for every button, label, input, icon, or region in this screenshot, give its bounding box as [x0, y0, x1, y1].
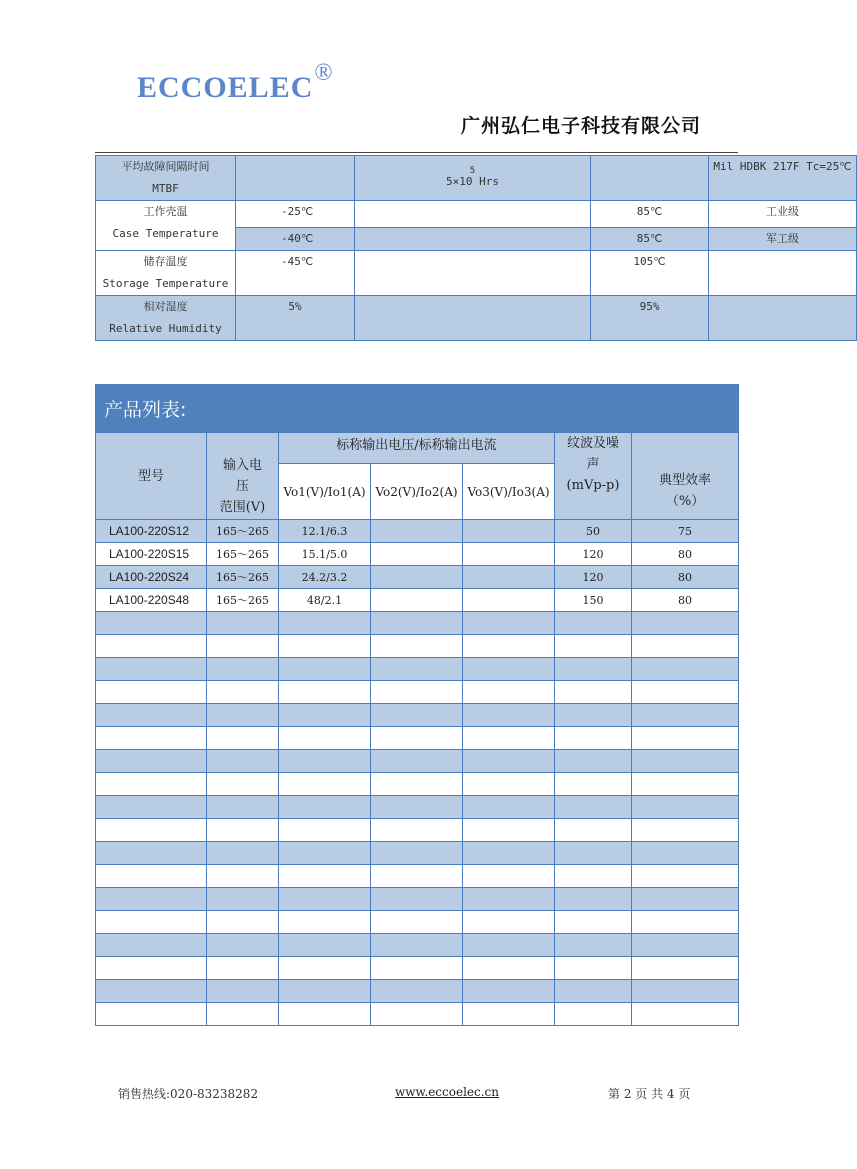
mtbf-label: 平均故障间隔时间 MTBF: [96, 156, 236, 201]
header-vo1: Vo1(V)/Io1(A): [279, 464, 371, 520]
cell-input: [207, 957, 279, 980]
cell-vo2: [371, 520, 463, 543]
cell-vo3: [463, 865, 555, 888]
cell-ripple: [555, 727, 632, 750]
cell-vo1: 24.2/3.2: [279, 566, 371, 589]
company-name: 广州弘仁电子科技有限公司: [460, 115, 701, 137]
empty-table-row: [96, 911, 739, 934]
empty-table-row: [96, 980, 739, 1003]
cell-vo2: [371, 635, 463, 658]
cell-input: [207, 727, 279, 750]
cell-vo3: [463, 1003, 555, 1026]
cell-vo1: [279, 612, 371, 635]
cell-vo1: [279, 658, 371, 681]
cell-eff: [632, 635, 739, 658]
cell-eff: [632, 957, 739, 980]
cell-vo1: [279, 911, 371, 934]
cell-vo3: [463, 888, 555, 911]
cell-eff: [632, 612, 739, 635]
case-temp-label: 工作壳温 Case Temperature: [96, 201, 236, 251]
cell-ripple: [555, 980, 632, 1003]
company-logo: [137, 60, 334, 105]
cell-model: [96, 704, 207, 727]
cell-vo1: [279, 934, 371, 957]
cell-vo2: [371, 704, 463, 727]
cell-eff: 80: [632, 566, 739, 589]
humidity-max: 95%: [591, 296, 709, 341]
cell-vo2: [371, 589, 463, 612]
cell-model: [96, 865, 207, 888]
cell-model: [96, 888, 207, 911]
cell-vo1: [279, 980, 371, 1003]
cell-vo3: [463, 819, 555, 842]
empty-table-row: [96, 819, 739, 842]
cell-input: [207, 681, 279, 704]
cell-model: LA100-220S12: [96, 520, 207, 543]
empty-table-row: [96, 865, 739, 888]
cell-vo1: [279, 704, 371, 727]
cell-eff: [632, 773, 739, 796]
cell-model: [96, 681, 207, 704]
cell-vo3: [463, 980, 555, 1003]
cell-ripple: [555, 819, 632, 842]
cell-vo2: [371, 681, 463, 704]
cell-input: 165～265: [207, 566, 279, 589]
cell-eff: 75: [632, 520, 739, 543]
cell-input: 165～265: [207, 589, 279, 612]
table-row: [96, 566, 739, 589]
cell-ripple: 120: [555, 566, 632, 589]
cell-ripple: [555, 842, 632, 865]
cell-eff: 80: [632, 543, 739, 566]
cell-vo3: [463, 566, 555, 589]
cell-vo2: [371, 727, 463, 750]
cell-ripple: [555, 750, 632, 773]
cell-eff: [632, 658, 739, 681]
empty-table-row: [96, 796, 739, 819]
cell-model: LA100-220S48: [96, 589, 207, 612]
cell-vo3: [463, 543, 555, 566]
empty-table-row: [96, 658, 739, 681]
humidity-label: 相对湿度 Relative Humidity: [96, 296, 236, 341]
cell-vo1: [279, 842, 371, 865]
cell-ripple: [555, 681, 632, 704]
cell-eff: 80: [632, 589, 739, 612]
cell-eff: [632, 796, 739, 819]
cell-ripple: [555, 888, 632, 911]
cell-input: [207, 796, 279, 819]
cell-input: [207, 750, 279, 773]
cell-input: [207, 635, 279, 658]
mtbf-value: 5 5×10 Hrs: [355, 156, 591, 201]
cell-vo1: [279, 635, 371, 658]
cell-ripple: [555, 865, 632, 888]
cell-ripple: [555, 658, 632, 681]
cell-vo3: [463, 727, 555, 750]
header-model: 型号: [96, 433, 207, 520]
storage-temp-max: 105℃: [591, 251, 709, 296]
table-row: [96, 520, 739, 543]
cell-model: [96, 980, 207, 1003]
cell-input: [207, 911, 279, 934]
cell-input: [207, 934, 279, 957]
cell-model: [96, 727, 207, 750]
cell-vo3: [463, 520, 555, 543]
cell-model: [96, 1003, 207, 1026]
cell-ripple: 50: [555, 520, 632, 543]
cell-input: [207, 865, 279, 888]
cell-vo1: 12.1/6.3: [279, 520, 371, 543]
cell-input: 165～265: [207, 520, 279, 543]
empty-table-row: [96, 842, 739, 865]
cell-vo2: [371, 566, 463, 589]
cell-vo3: [463, 750, 555, 773]
spec-row-mtbf: [96, 156, 857, 201]
header-vo3: Vo3(V)/Io3(A): [463, 464, 555, 520]
cell-eff: [632, 842, 739, 865]
cell-model: LA100-220S15: [96, 543, 207, 566]
empty-table-row: [96, 957, 739, 980]
registered-mark: ®: [314, 60, 334, 86]
cell-ripple: [555, 635, 632, 658]
cell-eff: [632, 1003, 739, 1026]
cell-ripple: [555, 1003, 632, 1026]
cell-eff: [632, 750, 739, 773]
cell-input: [207, 658, 279, 681]
cell-eff: [632, 681, 739, 704]
empty-table-row: [96, 750, 739, 773]
cell-model: [96, 612, 207, 635]
cell-vo3: [463, 842, 555, 865]
cell-vo1: [279, 1003, 371, 1026]
cell-ripple: [555, 773, 632, 796]
empty-table-row: [96, 888, 739, 911]
storage-temp-min: -45℃: [236, 251, 355, 296]
cell-input: [207, 612, 279, 635]
footer-hotline: 销售热线:020-83238282: [118, 1087, 259, 1101]
spec-table: [95, 155, 857, 341]
cell-vo1: [279, 819, 371, 842]
cell-model: [96, 796, 207, 819]
cell-model: [96, 934, 207, 957]
cell-vo1: [279, 888, 371, 911]
empty-table-row: [96, 681, 739, 704]
cell-vo1: 15.1/5.0: [279, 543, 371, 566]
footer-website-wrap: [395, 1085, 499, 1099]
cell-eff: [632, 704, 739, 727]
cell-ripple: [555, 704, 632, 727]
table-row: [96, 589, 739, 612]
cell-vo2: [371, 658, 463, 681]
table-row: [96, 543, 739, 566]
empty-table-row: [96, 704, 739, 727]
cell-input: [207, 980, 279, 1003]
header-divider: [95, 152, 738, 153]
cell-model: [96, 635, 207, 658]
cell-vo2: [371, 796, 463, 819]
cell-eff: [632, 888, 739, 911]
cell-model: [96, 773, 207, 796]
cell-vo3: [463, 658, 555, 681]
cell-model: [96, 750, 207, 773]
cell-vo2: [371, 819, 463, 842]
mtbf-note: Mil HDBK 217F Tc=25℃: [709, 156, 857, 201]
header-input-range: 输入电 压 范围(V): [207, 433, 279, 520]
cell-vo1: [279, 681, 371, 704]
footer-website-link[interactable]: www.eccoelec.cn: [395, 1085, 499, 1099]
case-temp-min: -25℃: [236, 201, 355, 228]
cell-vo3: [463, 773, 555, 796]
cell-vo2: [371, 750, 463, 773]
cell-input: [207, 819, 279, 842]
cell-vo3: [463, 957, 555, 980]
cell-ripple: [555, 612, 632, 635]
cell-vo3: [463, 704, 555, 727]
cell-vo1: 48/2.1: [279, 589, 371, 612]
cell-vo2: [371, 865, 463, 888]
empty-table-row: [96, 773, 739, 796]
cell-vo1: [279, 796, 371, 819]
cell-eff: [632, 911, 739, 934]
header-efficiency: 典型效率 （%）: [632, 433, 739, 520]
logo-text: ECCOELEC: [137, 71, 314, 104]
case-temp-grade: 工业级: [709, 201, 857, 228]
footer-page-number: 第 2 页 共 4 页: [608, 1087, 691, 1101]
case-temp-grade: 军工级: [709, 228, 857, 251]
cell-vo1: [279, 750, 371, 773]
cell-eff: [632, 980, 739, 1003]
cell-input: [207, 888, 279, 911]
cell-eff: [632, 865, 739, 888]
cell-model: [96, 819, 207, 842]
cell-vo2: [371, 888, 463, 911]
cell-vo2: [371, 612, 463, 635]
cell-eff: [632, 819, 739, 842]
cell-vo3: [463, 612, 555, 635]
storage-temp-label: 储存温度 Storage Temperature: [96, 251, 236, 296]
cell-vo2: [371, 1003, 463, 1026]
cell-ripple: [555, 957, 632, 980]
cell-ripple: 120: [555, 543, 632, 566]
cell-vo3: [463, 635, 555, 658]
cell-vo1: [279, 957, 371, 980]
cell-model: [96, 658, 207, 681]
cell-input: [207, 842, 279, 865]
cell-vo3: [463, 681, 555, 704]
empty-table-row: [96, 612, 739, 635]
product-table: [95, 384, 739, 1026]
cell-vo1: [279, 865, 371, 888]
cell-input: [207, 773, 279, 796]
cell-vo2: [371, 934, 463, 957]
cell-vo3: [463, 796, 555, 819]
cell-ripple: 150: [555, 589, 632, 612]
cell-vo2: [371, 980, 463, 1003]
humidity-min: 5%: [236, 296, 355, 341]
cell-model: [96, 911, 207, 934]
empty-table-row: [96, 727, 739, 750]
cell-vo2: [371, 842, 463, 865]
header-ripple-noise: 纹波及噪 声 (mVp-p): [555, 433, 632, 520]
case-temp-min: -40℃: [236, 228, 355, 251]
spec-row-humidity: [96, 296, 857, 341]
cell-input: 165～265: [207, 543, 279, 566]
case-temp-max: 85℃: [591, 201, 709, 228]
cell-vo3: [463, 589, 555, 612]
header-vo2: Vo2(V)/Io2(A): [371, 464, 463, 520]
cell-vo2: [371, 957, 463, 980]
empty-table-row: [96, 635, 739, 658]
product-table-title: 产品列表:: [96, 385, 739, 433]
empty-table-row: [96, 934, 739, 957]
cell-vo1: [279, 773, 371, 796]
cell-ripple: [555, 911, 632, 934]
spec-row-case-temp-1: [96, 201, 857, 228]
cell-model: [96, 842, 207, 865]
cell-input: [207, 704, 279, 727]
cell-ripple: [555, 934, 632, 957]
cell-vo3: [463, 934, 555, 957]
cell-vo2: [371, 543, 463, 566]
cell-model: LA100-220S24: [96, 566, 207, 589]
spec-row-storage-temp: [96, 251, 857, 296]
cell-vo1: [279, 727, 371, 750]
cell-model: [96, 957, 207, 980]
cell-eff: [632, 727, 739, 750]
cell-vo2: [371, 911, 463, 934]
cell-vo2: [371, 773, 463, 796]
cell-eff: [632, 934, 739, 957]
cell-vo3: [463, 911, 555, 934]
case-temp-max: 85℃: [591, 228, 709, 251]
empty-table-row: [96, 1003, 739, 1026]
cell-input: [207, 1003, 279, 1026]
cell-ripple: [555, 796, 632, 819]
header-output-group: 标称输出电压/标称输出电流: [279, 433, 555, 464]
